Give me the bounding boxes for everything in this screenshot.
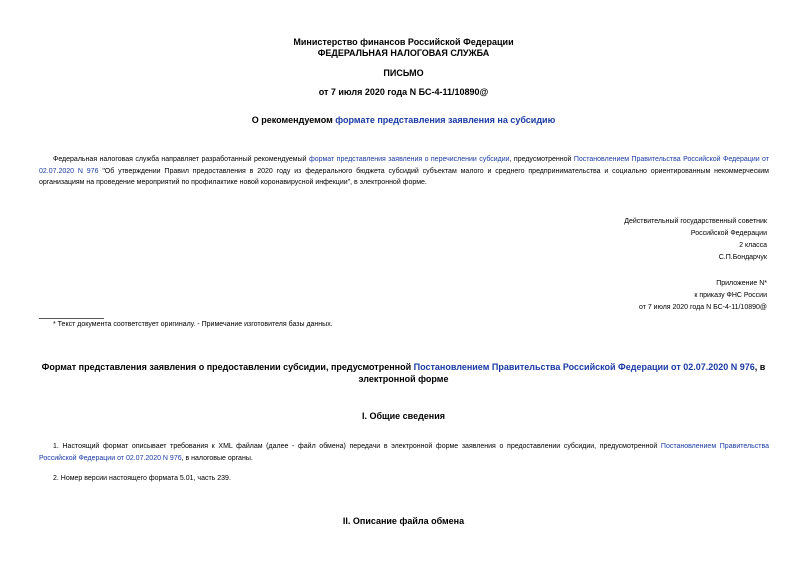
document-type: ПИСЬМО <box>383 68 424 78</box>
document-date-number: от 7 июля 2020 года N БС-4-11/10890@ <box>318 87 489 97</box>
footnote: * Текст документа соответствует оригиналу. - Примечание изготовителя базы данных. <box>53 321 333 328</box>
footnote-divider <box>39 318 104 319</box>
section-heading-general: I. Общие сведения <box>361 411 446 421</box>
format-title-line2: электронной форме <box>358 374 449 384</box>
appendix-line: к приказу ФНС России <box>694 292 767 299</box>
subject-link[interactable]: формате представления заявления на субсидию <box>335 115 556 125</box>
document-subject <box>0 115 807 125</box>
signature-line: Действительный государственный советник <box>624 218 767 225</box>
signature-line: Российской Федерации <box>690 230 767 237</box>
section-heading-exchange-file: II. Описание файла обмена <box>342 516 465 526</box>
section1-text-a: 1. Настоящий формат описывает требования к XML файлам (далее - файл обмена) передачи в электронной форме заявления о предоставлении субсидии, предусмотренной <box>53 443 661 450</box>
service-name: ФЕДЕРАЛЬНАЯ НАЛОГОВАЯ СЛУЖБА <box>317 48 490 58</box>
appendix-line: от 7 июля 2020 года N БС-4-11/10890@ <box>638 304 767 311</box>
format-title-text: Формат представления заявления о предоставлении субсидии, предусмотренной <box>41 362 414 372</box>
format-title <box>40 361 767 385</box>
body-text-c: "Об утверждении Правил предоставления в 2020 году из федерального бюджета субсидий субъектам малого и среднего предпринимательства и социально ориентированным некоммерческим организациям на проведение мероприятий по профилактике новой коронавирусной инфекции", в электронной форме. <box>39 167 769 186</box>
section1-text-b: , в налоговые органы. <box>181 454 253 462</box>
format-title-link[interactable]: Постановлением Правительства Российской Федерации от 02.07.2020 N 976 <box>413 362 755 372</box>
signature-name: С.П.Бондарчук <box>718 254 767 261</box>
section1-paragraph-2: 2. Номер версии настоящего формата 5.01, часть 239. <box>53 475 231 482</box>
appendix-line: Приложение N* <box>716 280 767 287</box>
resolution-link[interactable]: Постановлением Правительства Российской Федерации от 02.07.2020 N 976 <box>39 156 770 175</box>
body-text-a: Федеральная налоговая служба направляет разработанный рекомендуемый <box>53 156 309 163</box>
section1-resolution-link[interactable]: Постановлением Правительства Российской Федерации от 02.07.2020 N 976 <box>39 443 769 462</box>
ministry-name: Министерство финансов Российской Федерации <box>293 37 514 47</box>
format-link[interactable]: формат представления заявления о перечислении субсидии <box>308 156 510 163</box>
body-text-b: , предусмотренной <box>509 156 574 163</box>
format-title-text-end: , в <box>754 362 766 372</box>
appendix-block <box>639 278 767 314</box>
signature-line: 2 класса <box>739 242 767 249</box>
section1-paragraph-1 <box>39 441 769 464</box>
subject-prefix: О рекомендуемом <box>251 115 336 125</box>
signature-block <box>624 216 767 264</box>
body-paragraph <box>39 154 769 189</box>
